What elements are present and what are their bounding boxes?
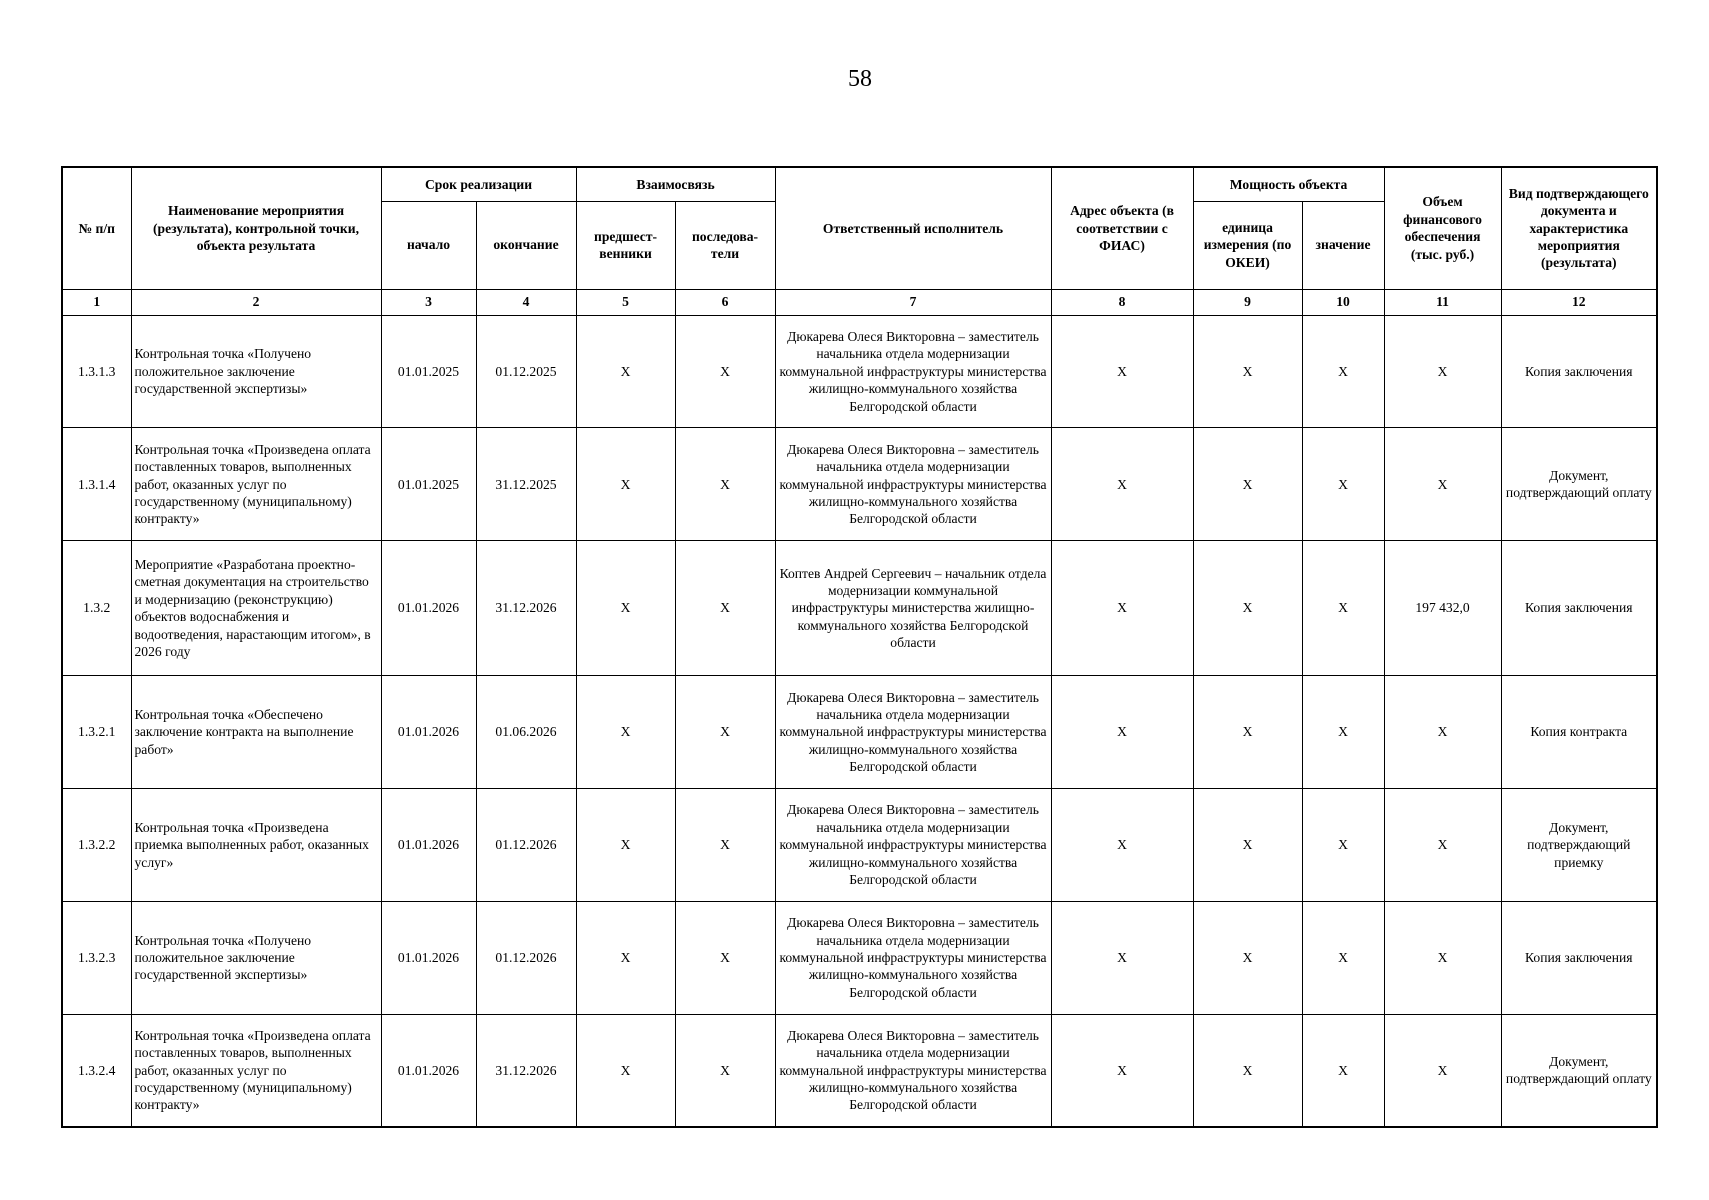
- row-finance: X: [1384, 788, 1501, 901]
- plan-table: [61, 166, 1658, 1128]
- col-number: 12: [1501, 289, 1657, 315]
- row-succ: X: [675, 541, 775, 676]
- row-num: 1.3.2.1: [62, 676, 131, 789]
- row-end: 01.12.2025: [476, 315, 576, 428]
- header-value: значение: [1302, 201, 1384, 289]
- row-num: 1.3.2: [62, 541, 131, 676]
- row-succ: X: [675, 788, 775, 901]
- header-name: Наименование мероприятия (результата), контрольной точки, объекта результата: [131, 167, 381, 289]
- col-number: 8: [1051, 289, 1193, 315]
- header-term: Срок реализации: [381, 167, 576, 201]
- row-name: Мероприятие «Разработана проектно-сметная документация на строительство и модернизацию (реконструкцию) объектов водоснабжения и водоотведения, нарастающим итогом», в 2026 году: [131, 541, 381, 676]
- header-finance: Объем финансового обеспечения (тыс. руб.): [1384, 167, 1501, 289]
- row-num: 1.3.2.4: [62, 1014, 131, 1127]
- row-pred: X: [576, 676, 675, 789]
- row-value: X: [1302, 901, 1384, 1014]
- row-value: X: [1302, 1014, 1384, 1127]
- row-address: X: [1051, 901, 1193, 1014]
- row-succ: X: [675, 1014, 775, 1127]
- header-relation: Взаимосвязь: [576, 167, 775, 201]
- column-numbers-row: [62, 289, 1657, 315]
- row-finance: X: [1384, 1014, 1501, 1127]
- page-number: 58: [848, 66, 872, 92]
- row-succ: X: [675, 901, 775, 1014]
- row-executor: Коптев Андрей Сергеевич – начальник отдела модернизации коммунальной инфраструктуры министерства жилищно-коммунального хозяйства Белгородской области: [775, 541, 1051, 676]
- row-pred: X: [576, 541, 675, 676]
- row-name: Контрольная точка «Произведена оплата поставленных товаров, выполненных работ, оказанных услуг по государственному (муниципальному) контракту»: [131, 1014, 381, 1127]
- row-executor: Дюкарева Олеся Викторовна – заместитель начальника отдела модернизации коммунальной инфраструктуры министерства жилищно-коммунального хозяйства Белгородской области: [775, 901, 1051, 1014]
- row-succ: X: [675, 676, 775, 789]
- row-start: 01.01.2026: [381, 901, 476, 1014]
- row-unit: X: [1193, 788, 1302, 901]
- row-doc: Копия заключения: [1501, 901, 1657, 1014]
- col-number: 11: [1384, 289, 1501, 315]
- header-doc: Вид подтверждающего документа и характеристика мероприятия (результата): [1501, 167, 1657, 289]
- row-value: X: [1302, 541, 1384, 676]
- row-doc: Копия заключения: [1501, 541, 1657, 676]
- row-value: X: [1302, 788, 1384, 901]
- row-executor: Дюкарева Олеся Викторовна – заместитель начальника отдела модернизации коммунальной инфраструктуры министерства жилищно-коммунального хозяйства Белгородской области: [775, 1014, 1051, 1127]
- table-row: [62, 428, 1657, 541]
- row-num: 1.3.1.3: [62, 315, 131, 428]
- row-pred: X: [576, 788, 675, 901]
- row-start: 01.01.2026: [381, 541, 476, 676]
- row-end: 01.06.2026: [476, 676, 576, 789]
- row-end: 31.12.2026: [476, 1014, 576, 1127]
- table-row: [62, 901, 1657, 1014]
- row-unit: X: [1193, 541, 1302, 676]
- row-finance: 197 432,0: [1384, 541, 1501, 676]
- row-doc: Копия контракта: [1501, 676, 1657, 789]
- col-number: 6: [675, 289, 775, 315]
- row-unit: X: [1193, 901, 1302, 1014]
- row-doc: Документ, подтверждающий приемку: [1501, 788, 1657, 901]
- table-header: [62, 167, 1657, 315]
- row-pred: X: [576, 428, 675, 541]
- row-succ: X: [675, 315, 775, 428]
- header-executor: Ответственный исполнитель: [775, 167, 1051, 289]
- header-unit: единица измерения (по ОКЕИ): [1193, 201, 1302, 289]
- row-name: Контрольная точка «Получено положительное заключение государственной экспертизы»: [131, 315, 381, 428]
- row-address: X: [1051, 1014, 1193, 1127]
- header-successors: последова-тели: [675, 201, 775, 289]
- row-name: Контрольная точка «Получено положительное заключение государственной экспертизы»: [131, 901, 381, 1014]
- row-executor: Дюкарева Олеся Викторовна – заместитель начальника отдела модернизации коммунальной инфраструктуры министерства жилищно-коммунального хозяйства Белгородской области: [775, 676, 1051, 789]
- row-start: 01.01.2026: [381, 788, 476, 901]
- row-pred: X: [576, 901, 675, 1014]
- row-start: 01.01.2026: [381, 1014, 476, 1127]
- row-end: 31.12.2025: [476, 428, 576, 541]
- row-unit: X: [1193, 1014, 1302, 1127]
- row-executor: Дюкарева Олеся Викторовна – заместитель начальника отдела модернизации коммунальной инфраструктуры министерства жилищно-коммунального хозяйства Белгородской области: [775, 788, 1051, 901]
- row-address: X: [1051, 315, 1193, 428]
- table-row: [62, 1014, 1657, 1127]
- row-start: 01.01.2025: [381, 315, 476, 428]
- row-executor: Дюкарева Олеся Викторовна – заместитель начальника отдела модернизации коммунальной инфраструктуры министерства жилищно-коммунального хозяйства Белгородской области: [775, 315, 1051, 428]
- row-value: X: [1302, 315, 1384, 428]
- row-finance: X: [1384, 676, 1501, 789]
- row-value: X: [1302, 428, 1384, 541]
- row-finance: X: [1384, 901, 1501, 1014]
- row-num: 1.3.2.3: [62, 901, 131, 1014]
- col-number: 1: [62, 289, 131, 315]
- row-pred: X: [576, 1014, 675, 1127]
- row-finance: X: [1384, 315, 1501, 428]
- row-succ: X: [675, 428, 775, 541]
- row-unit: X: [1193, 676, 1302, 789]
- col-number: 10: [1302, 289, 1384, 315]
- row-doc: Копия заключения: [1501, 315, 1657, 428]
- row-unit: X: [1193, 428, 1302, 541]
- row-pred: X: [576, 315, 675, 428]
- table-row: [62, 676, 1657, 789]
- header-start: начало: [381, 201, 476, 289]
- col-number: 2: [131, 289, 381, 315]
- row-start: 01.01.2026: [381, 676, 476, 789]
- table-body: [62, 315, 1657, 1127]
- row-address: X: [1051, 541, 1193, 676]
- row-name: Контрольная точка «Произведена приемка выполненных работ, оказанных услуг»: [131, 788, 381, 901]
- header-num: № п/п: [62, 167, 131, 289]
- col-number: 3: [381, 289, 476, 315]
- table-row: [62, 788, 1657, 901]
- col-number: 7: [775, 289, 1051, 315]
- row-finance: X: [1384, 428, 1501, 541]
- row-end: 31.12.2026: [476, 541, 576, 676]
- header-capacity: Мощность объекта: [1193, 167, 1384, 201]
- row-doc: Документ, подтверждающий оплату: [1501, 428, 1657, 541]
- row-name: Контрольная точка «Обеспечено заключение контракта на выполнение работ»: [131, 676, 381, 789]
- row-end: 01.12.2026: [476, 788, 576, 901]
- row-executor: Дюкарева Олеся Викторовна – заместитель начальника отдела модернизации коммунальной инфраструктуры министерства жилищно-коммунального хозяйства Белгородской области: [775, 428, 1051, 541]
- header-end: окончание: [476, 201, 576, 289]
- row-value: X: [1302, 676, 1384, 789]
- row-address: X: [1051, 428, 1193, 541]
- header-predecessors: предшест-венники: [576, 201, 675, 289]
- row-name: Контрольная точка «Произведена оплата поставленных товаров, выполненных работ, оказанных услуг по государственному (муниципальному) контракту»: [131, 428, 381, 541]
- row-unit: X: [1193, 315, 1302, 428]
- row-address: X: [1051, 676, 1193, 789]
- col-number: 5: [576, 289, 675, 315]
- col-number: 4: [476, 289, 576, 315]
- row-num: 1.3.2.2: [62, 788, 131, 901]
- row-num: 1.3.1.4: [62, 428, 131, 541]
- table-row: [62, 541, 1657, 676]
- row-address: X: [1051, 788, 1193, 901]
- header-address: Адрес объекта (в соответствии с ФИАС): [1051, 167, 1193, 289]
- row-doc: Документ, подтверждающий оплату: [1501, 1014, 1657, 1127]
- table-row: [62, 315, 1657, 428]
- row-end: 01.12.2026: [476, 901, 576, 1014]
- row-start: 01.01.2025: [381, 428, 476, 541]
- col-number: 9: [1193, 289, 1302, 315]
